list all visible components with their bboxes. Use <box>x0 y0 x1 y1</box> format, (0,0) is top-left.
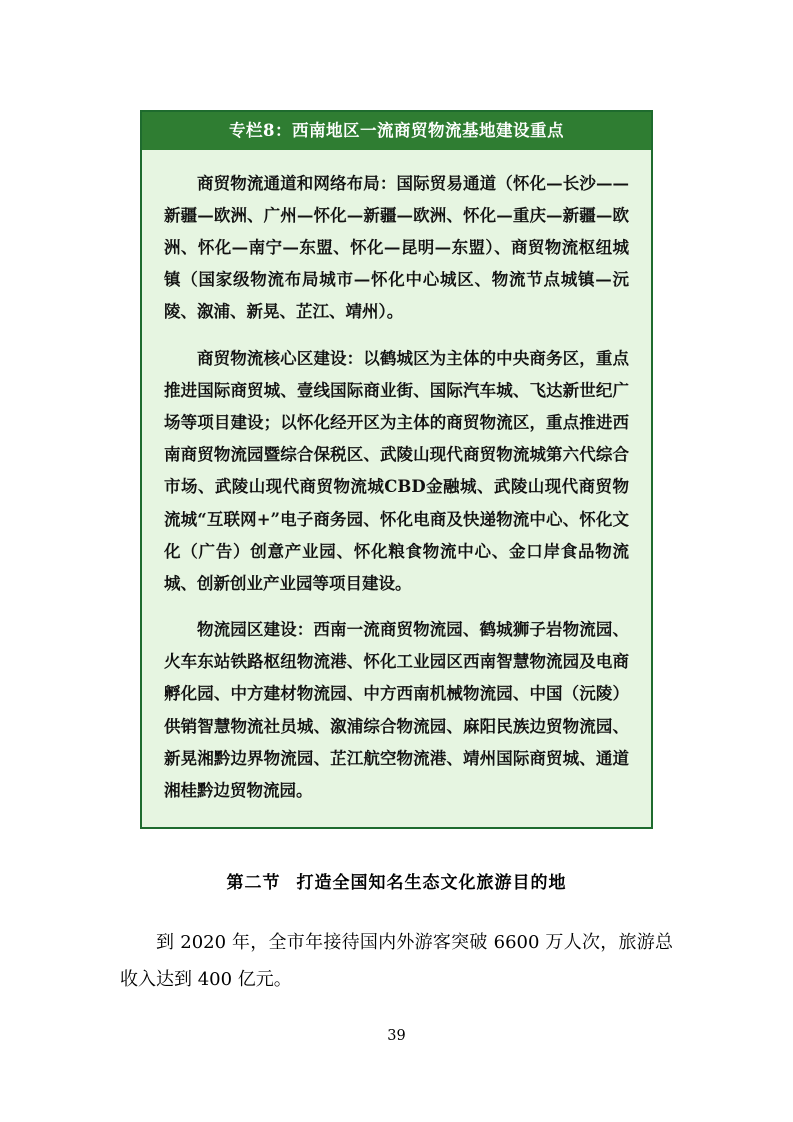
feature-paragraph <box>164 614 629 807</box>
feature-paragraph-lead: 商贸物流核心区建设： <box>197 348 364 368</box>
feature-paragraph <box>164 343 629 600</box>
page-number: 39 <box>387 1028 406 1044</box>
feature-paragraph-text: 西南一流商贸物流园、鹤城狮子岩物流园、火车东站铁路枢纽物流港、怀化工业园区西南智慧物流园及电商孵化园、中方建材物流园、中方西南机械物流园、中国（沅陵）供销智慧物流社员城、溆浦综合物流园、麻阳民族边贸物流园、新晃湘黔边界物流园、芷江航空物流港、靖州国际商贸城、通道湘桂黔边贸物流园。 <box>164 620 630 800</box>
body-paragraph: 到 2020 年，全市年接待国内外游客突破 6600 万人次，旅游总收入达到 400 亿元。 <box>120 932 673 990</box>
feature-paragraph-text: 以鹤城区为主体的中央商务区，重点推进国际商贸城、壹线国际商业街、国际汽车城、飞达新世纪广场等项目建设；以怀化经开区为主体的商贸物流区，重点推进西南商贸物流园暨综合保税区、武陵山现代商贸物流城第六代综合市场、武陵山现代商贸物流城CBD金融城、武陵山现代商贸物流城“互联网+”电子商务园、怀化电商及快递物流中心、怀化文化（广告）创意产业园、怀化粮食物流中心、金口岸食品物流城、创新创业产业园等项目建设。 <box>164 348 630 593</box>
feature-box-body <box>142 150 651 827</box>
section-title: 打造全国知名生态文化旅游目的地 <box>296 873 567 893</box>
feature-paragraph <box>164 168 629 329</box>
feature-box <box>140 110 653 829</box>
feature-box-title: 专栏8：西南地区一流商贸物流基地建设重点 <box>142 112 651 150</box>
section-heading <box>140 868 653 893</box>
section-number: 第二节 <box>226 873 281 893</box>
feature-paragraph-lead: 物流园区建设： <box>197 620 314 640</box>
feature-paragraph-text: 国际贸易通道（怀化—长沙——新疆—欧洲、广州—怀化—新疆—欧洲、怀化—重庆—新疆—欧洲、怀化—南宁—东盟、怀化—昆明—东盟）、商贸物流枢纽城镇（国家级物流布局城市—怀化中心城区、物流节点城镇—沅陵、溆浦、新晃、芷江、靖州）。 <box>164 173 630 322</box>
feature-paragraph-lead: 商贸物流通道和网络布局： <box>197 173 397 193</box>
